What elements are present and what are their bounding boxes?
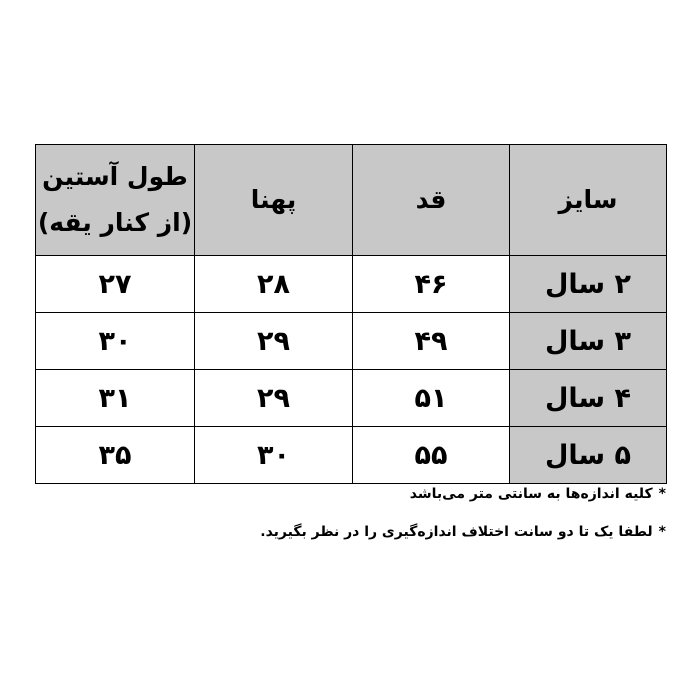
- table-row: [36, 256, 667, 313]
- asterisk-icon: *: [658, 524, 666, 540]
- sleeve-cell: ۳۱: [36, 370, 195, 427]
- length-cell: ۵۱: [353, 370, 510, 427]
- sleeve-cell: ۳۵: [36, 427, 195, 484]
- width-cell: ۲۸: [195, 256, 353, 313]
- note-text: لطفا یک تا دو سانت اختلاف اندازه‌گیری را در نظر بگیرید.: [260, 524, 653, 540]
- header-sleeve-length: [36, 145, 195, 256]
- note-units: [35, 484, 666, 504]
- notes-section: [35, 484, 666, 542]
- header-length: قد: [353, 145, 510, 256]
- note-tolerance: [35, 522, 666, 542]
- width-cell: ۳۰: [195, 427, 353, 484]
- table-row: [36, 370, 667, 427]
- header-row: [36, 145, 667, 256]
- header-sleeve-title: طول آستین: [42, 162, 188, 191]
- sleeve-cell: ۲۷: [36, 256, 195, 313]
- size-cell: ۲ سال: [510, 256, 667, 313]
- header-sleeve-subtitle: (از کنار یقه): [37, 208, 193, 237]
- length-cell: ۴۹: [353, 313, 510, 370]
- sleeve-cell: ۳۰: [36, 313, 195, 370]
- size-chart-table: [35, 144, 667, 484]
- table-row: [36, 313, 667, 370]
- length-cell: ۵۵: [353, 427, 510, 484]
- asterisk-icon: *: [658, 486, 666, 502]
- size-cell: ۳ سال: [510, 313, 667, 370]
- width-cell: ۲۹: [195, 370, 353, 427]
- table-row: [36, 427, 667, 484]
- note-text: کلیه اندازه‌ها به سانتی متر می‌باشد: [409, 486, 653, 502]
- width-cell: ۲۹: [195, 313, 353, 370]
- length-cell: ۴۶: [353, 256, 510, 313]
- header-width: پهنا: [195, 145, 353, 256]
- size-cell: ۵ سال: [510, 427, 667, 484]
- size-cell: ۴ سال: [510, 370, 667, 427]
- header-size: سایز: [510, 145, 667, 256]
